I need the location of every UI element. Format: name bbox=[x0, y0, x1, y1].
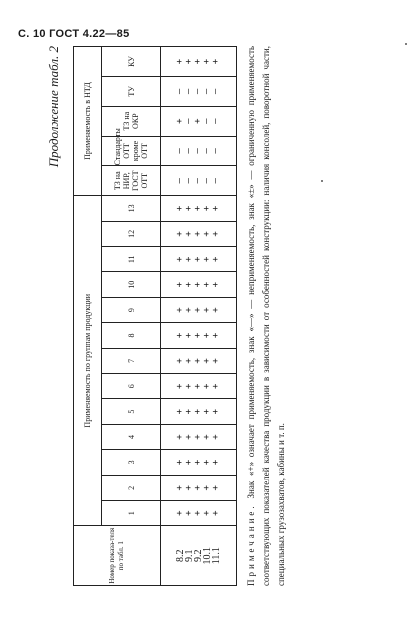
table-cell: + + + + + bbox=[161, 247, 237, 272]
table-cell: + + + + + bbox=[161, 475, 237, 500]
group-column-header: 13 bbox=[102, 196, 161, 222]
table-cell: + + + + + bbox=[161, 399, 237, 424]
table-cell: + + + + + bbox=[161, 196, 237, 222]
scan-speck bbox=[405, 43, 407, 45]
table-cell: + + + + + bbox=[161, 47, 237, 77]
group-column-header: 4 bbox=[102, 424, 161, 449]
group-column-header: 9 bbox=[102, 297, 161, 322]
ntd-column-header: ТУ bbox=[102, 76, 161, 106]
applicability-table bbox=[73, 46, 237, 586]
group-column-header: 2 bbox=[102, 475, 161, 500]
table-cell: + + + + + bbox=[161, 450, 237, 475]
continuation-label: Продолжение табл. 2 bbox=[46, 46, 61, 168]
ntd-column-header: ТЗ на ОКР bbox=[102, 106, 161, 136]
table-cell: + + + + + bbox=[161, 221, 237, 246]
ntd-header: Применяемость в НТД bbox=[74, 47, 102, 196]
page-header: С. 10 ГОСТ 4.22—85 bbox=[18, 28, 130, 40]
rotated-table-block bbox=[46, 46, 401, 586]
ntd-column-header: ТЗ на НИР, ГОСТ ОТТ bbox=[102, 166, 161, 196]
ntd-column-header: КУ bbox=[102, 47, 161, 77]
ntd-column-header: Стандарты ОТТ кроме ОТТ bbox=[102, 136, 161, 166]
group-column-header: 11 bbox=[102, 247, 161, 272]
table-cell: — — — — — bbox=[161, 136, 237, 166]
group-column-header: 7 bbox=[102, 348, 161, 373]
group-column-header: 3 bbox=[102, 450, 161, 475]
table-cell: + + + + + bbox=[161, 297, 237, 322]
row-label-header: Номер показа-теля по табл. 1 bbox=[74, 526, 161, 586]
group-column-header: 1 bbox=[102, 501, 161, 526]
group-column-header: 8 bbox=[102, 323, 161, 348]
group-column-header: 5 bbox=[102, 399, 161, 424]
table-cell: + + + + + bbox=[161, 272, 237, 297]
table-cell: + + + + + bbox=[161, 348, 237, 373]
table-cell: — — — — — bbox=[161, 76, 237, 106]
group-column-header: 12 bbox=[102, 221, 161, 246]
footnote-label: Примечание. bbox=[246, 503, 256, 586]
group-column-header: 10 bbox=[102, 272, 161, 297]
group-column-header: 6 bbox=[102, 374, 161, 399]
footnote bbox=[244, 46, 289, 586]
table-cell: + + + + + bbox=[161, 424, 237, 449]
table-cell: + + + + + bbox=[161, 501, 237, 526]
table-cell: + — + — — bbox=[161, 106, 237, 136]
footnote-text: Знак «+» означает применяемость, знак «—» — неприменяемость, знак «±» — ограниченную применяемость соответствующих показателей качества продукции в зависимости от особенностей конструкции: наличия консолей, поворотной части, специальных грузозахватов, кабины и т. п. bbox=[246, 45, 286, 586]
table-cell: + + + + + bbox=[161, 374, 237, 399]
row-numbers: 8.2 9.1 9.2 10.1 11.1 bbox=[161, 526, 237, 586]
table-cell: — — — — — bbox=[161, 166, 237, 196]
table-cell: + + + + + bbox=[161, 323, 237, 348]
group-header: Применяемость по группам продукции bbox=[74, 196, 102, 526]
